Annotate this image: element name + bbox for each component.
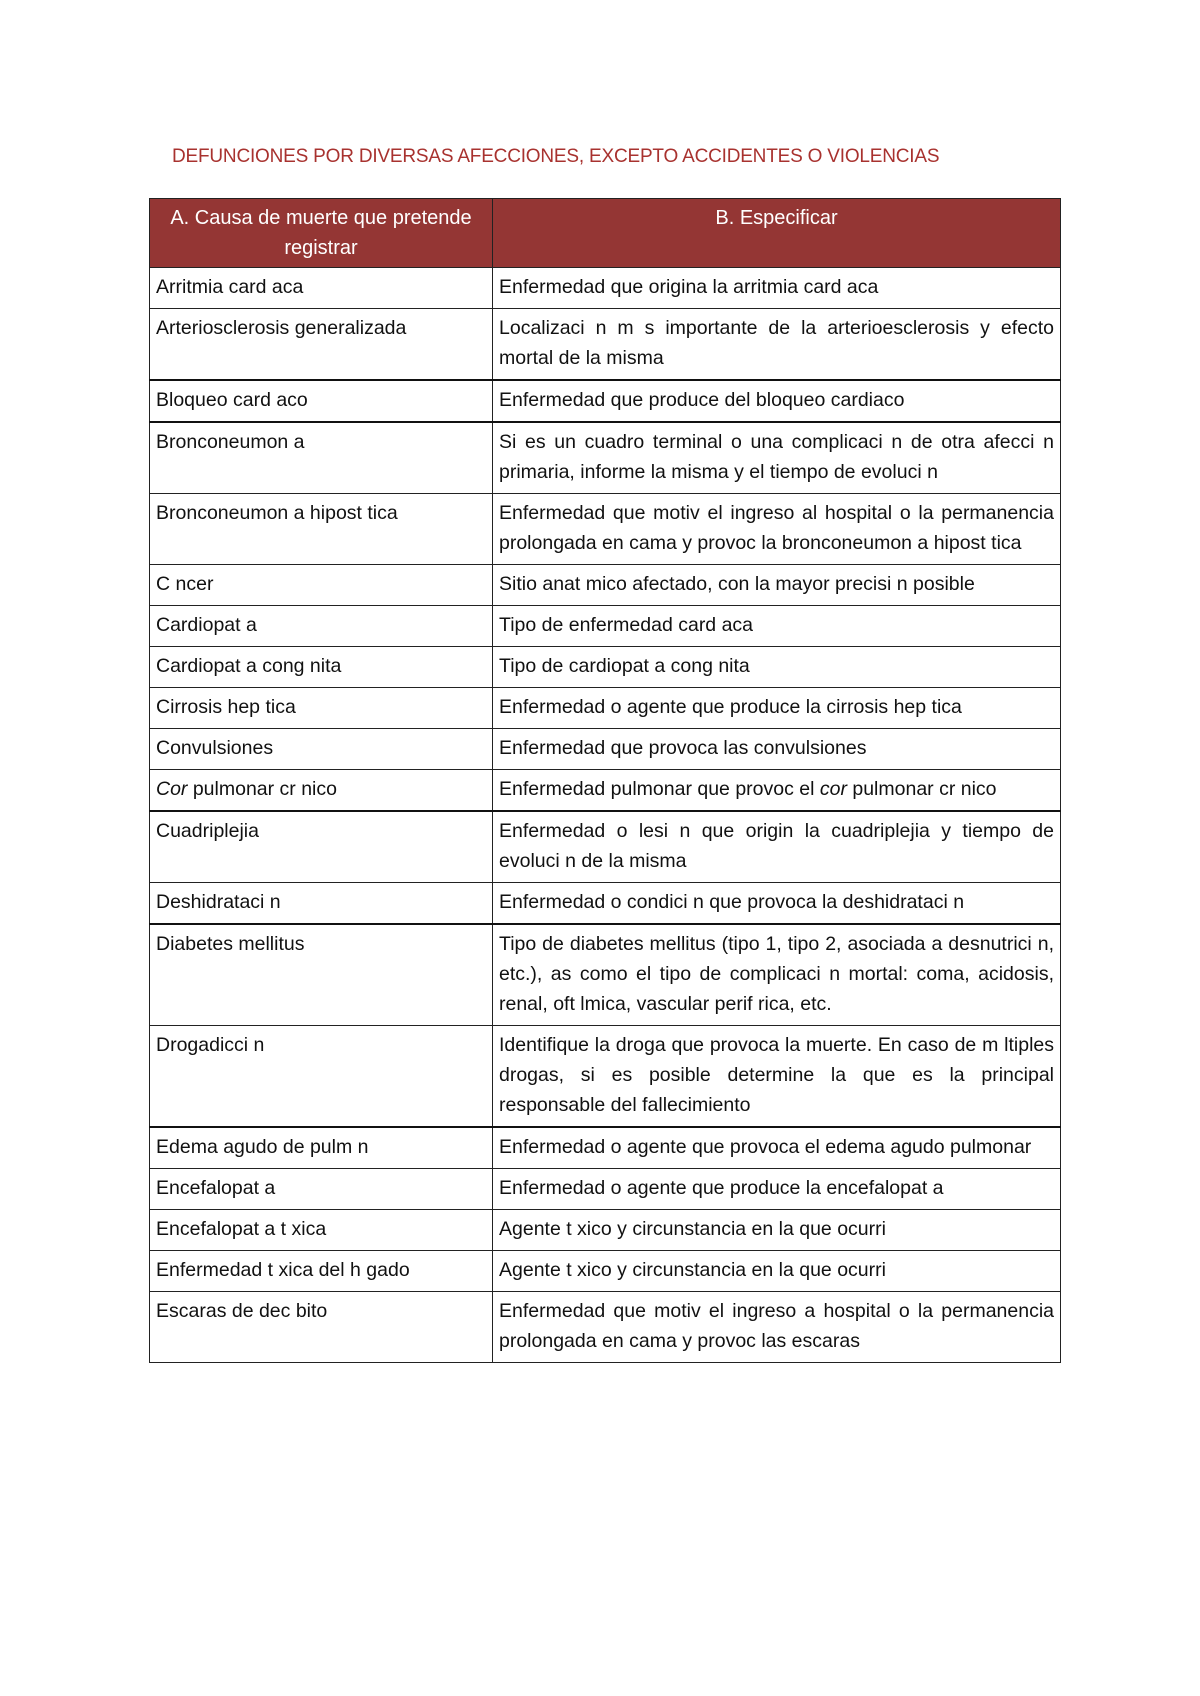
table-row (150, 1169, 1061, 1210)
specify-cell: Si es un cuadro terminal o una complicaci n de otra afecci n primaria, informe la misma y el tiempo de evoluci n (493, 422, 1061, 494)
cause-cell: C ncer (150, 565, 493, 606)
specify-cell: Identifique la droga que provoca la muerte. En caso de m ltiples drogas, si es posible determine la que es la principal responsable del fallecimiento (493, 1026, 1061, 1128)
specify-italic-text: cor (819, 778, 847, 800)
table-row (150, 688, 1061, 729)
specify-cell: Localizaci n m s importante de la arterioesclerosis y efecto mortal de la misma (493, 309, 1061, 381)
specify-cell: Enfermedad que provoca las convulsiones (493, 729, 1061, 770)
cause-cell: Cardiopat a (150, 606, 493, 647)
table-row (150, 1210, 1061, 1251)
cause-cell: Bronconeumon a hipost tica (150, 494, 493, 565)
cause-cell: Arteriosclerosis generalizada (150, 309, 493, 381)
cause-cell: Arritmia card aca (150, 268, 493, 309)
specify-cell: Enfermedad que produce del bloqueo cardiaco (493, 380, 1061, 422)
table-row (150, 1251, 1061, 1292)
cause-italic-text: Cor (156, 778, 188, 800)
cause-cell: Deshidrataci n (150, 883, 493, 925)
specify-cell: Tipo de cardiopat a cong nita (493, 647, 1061, 688)
specify-cell: Agente t xico y circunstancia en la que ocurri (493, 1251, 1061, 1292)
table-row (150, 606, 1061, 647)
table-row (150, 1026, 1061, 1128)
table-row (150, 770, 1061, 812)
cause-text: pulmonar cr nico (187, 778, 337, 800)
table-row (150, 924, 1061, 1026)
specify-cell (493, 770, 1061, 812)
table-header-row (150, 199, 1061, 268)
specify-cell: Enfermedad o agente que produce la encefalopat a (493, 1169, 1061, 1210)
specify-cell: Enfermedad que motiv el ingreso a hospital o la permanencia prolongada en cama y provoc las escaras (493, 1292, 1061, 1363)
cause-cell: Encefalopat a t xica (150, 1210, 493, 1251)
table-row (150, 380, 1061, 422)
cause-cell: Cardiopat a cong nita (150, 647, 493, 688)
table-row (150, 1292, 1061, 1363)
header-specify: B. Especificar (493, 199, 1061, 268)
cause-cell: Convulsiones (150, 729, 493, 770)
cause-cell: Bronconeumon a (150, 422, 493, 494)
specify-pre-text: Enfermedad pulmonar que provoc el (499, 778, 820, 800)
document-title: DEFUNCIONES POR DIVERSAS AFECCIONES, EXCEPTO ACCIDENTES O VIOLENCIAS (172, 146, 940, 167)
specify-cell: Enfermedad o condici n que provoca la deshidrataci n (493, 883, 1061, 925)
cause-cell (150, 770, 493, 812)
table-row (150, 422, 1061, 494)
specify-text: pulmonar cr nico (846, 778, 997, 800)
table-row (150, 1127, 1061, 1169)
specify-cell: Sitio anat mico afectado, con la mayor precisi n posible (493, 565, 1061, 606)
cause-cell: Cirrosis hep tica (150, 688, 493, 729)
table-row (150, 565, 1061, 606)
cause-cell: Escaras de dec bito (150, 1292, 493, 1363)
table-row (150, 811, 1061, 883)
table-row (150, 309, 1061, 381)
table-row (150, 883, 1061, 925)
header-cause: A. Causa de muerte que pretende registrar (150, 199, 493, 268)
causes-table (149, 198, 1061, 1363)
cause-cell: Bloqueo card aco (150, 380, 493, 422)
specify-cell: Enfermedad que origina la arritmia card aca (493, 268, 1061, 309)
cause-cell: Cuadriplejia (150, 811, 493, 883)
cause-cell: Drogadicci n (150, 1026, 493, 1128)
specify-cell: Tipo de diabetes mellitus (tipo 1, tipo 2, asociada a desnutrici n, etc.), as como el tipo de complicaci n mortal: coma, acidosis, renal, oft lmica, vascular perif rica, etc. (493, 924, 1061, 1026)
specify-cell: Agente t xico y circunstancia en la que ocurri (493, 1210, 1061, 1251)
cause-cell: Encefalopat a (150, 1169, 493, 1210)
specify-cell: Tipo de enfermedad card aca (493, 606, 1061, 647)
specify-cell: Enfermedad que motiv el ingreso al hospital o la permanencia prolongada en cama y provoc la bronconeumon a hipost tica (493, 494, 1061, 565)
table-row (150, 268, 1061, 309)
cause-cell: Diabetes mellitus (150, 924, 493, 1026)
specify-cell: Enfermedad o agente que provoca el edema agudo pulmonar (493, 1127, 1061, 1169)
cause-cell: Edema agudo de pulm n (150, 1127, 493, 1169)
specify-cell: Enfermedad o lesi n que origin la cuadriplejia y tiempo de evoluci n de la misma (493, 811, 1061, 883)
specify-cell: Enfermedad o agente que produce la cirrosis hep tica (493, 688, 1061, 729)
table-row (150, 494, 1061, 565)
table-row (150, 729, 1061, 770)
table-row (150, 647, 1061, 688)
cause-cell: Enfermedad t xica del h gado (150, 1251, 493, 1292)
